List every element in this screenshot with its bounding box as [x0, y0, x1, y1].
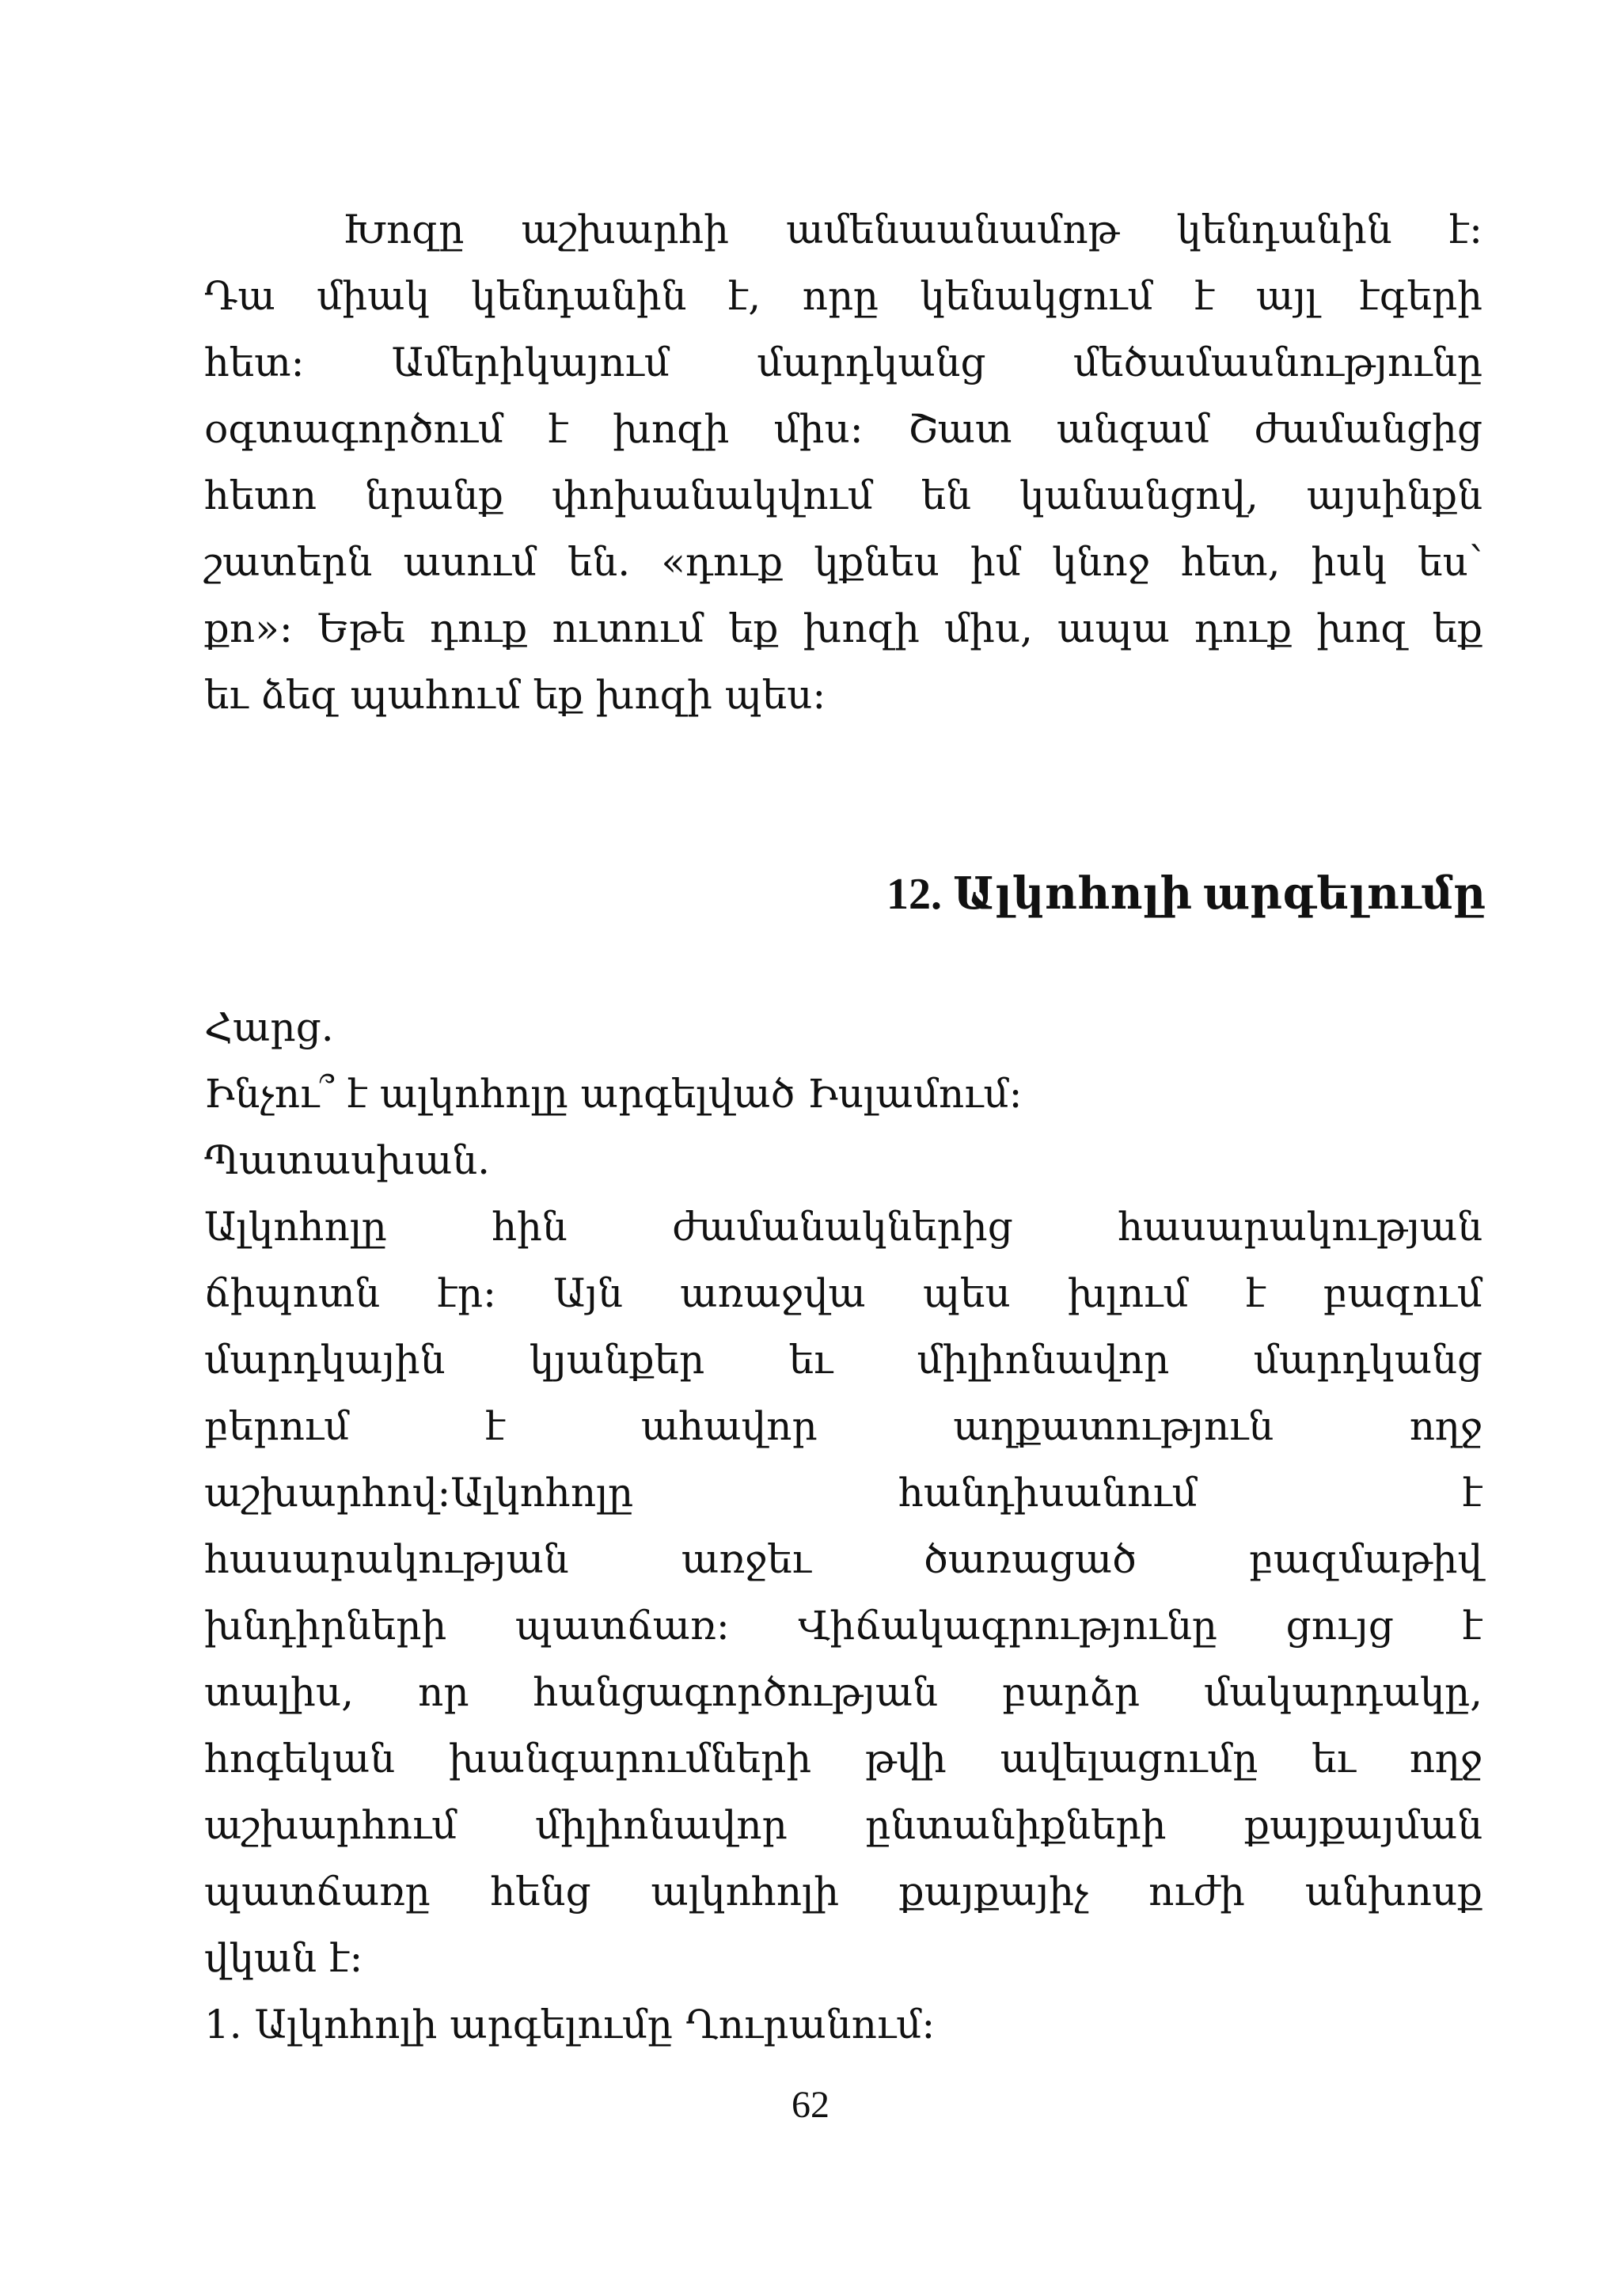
answer-line: աշխարհով:Ալկոհոլը հանդիսանում է — [204, 1470, 1482, 1516]
question-label: Հարց. — [204, 1004, 334, 1050]
question-text: Ինչու՞ է ալկոհոլը արգելված Իսլամում: — [204, 1071, 1023, 1117]
answer-label: Պատասխան. — [204, 1137, 491, 1183]
answer-line: հոգեկան խանգարումների թվի ավելացումը եւ ողջ — [204, 1736, 1482, 1782]
list-item: 1. Ալկոհոլի արգելումը Ղուրանում: — [204, 2002, 936, 2047]
paragraph-pig-text — [204, 196, 1482, 728]
paragraph-line: Դա միակ կենդանին է, որը կենակցում է այլ էգերի — [204, 273, 1482, 319]
answer-line: Ալկոհոլը հին ժամանակներից հասարակության — [204, 1204, 1482, 1250]
paragraph-line: օգտագործում է խոզի միս: Շատ անգամ ժամանցից — [204, 406, 1482, 452]
paragraph-line: շատերն ասում են. «դուք կքնես իմ կնոջ հետ, իսկ ես՝ — [204, 539, 1482, 585]
answer-line: պատճառը հենց ալկոհոլի քայքայիչ ուժի անխոսք — [204, 1869, 1482, 1915]
answer-line: վկան է: — [204, 1935, 363, 1981]
page-number: 62 — [792, 2084, 829, 2126]
answer-line: տալիս, որ հանցագործության բարձր մակարդակը, — [204, 1669, 1482, 1715]
paragraph-line: հետո նրանք փոխանակվում են կանանցով, այսինքն — [204, 472, 1482, 518]
paragraph-line: քո»: Եթե դուք ուտում եք խոզի միս, ապա դուք խոզ եք — [204, 605, 1482, 651]
answer-line: բերում է ահավոր աղքատություն ողջ — [204, 1403, 1482, 1449]
section-heading: 12. Ալկոհոլի արգելումը — [886, 870, 1486, 919]
answer-line: ճիպոտն էր: Այն առաջվա պես խլում է բազում — [204, 1270, 1482, 1316]
question-answer-block — [204, 994, 1482, 2058]
answer-line: մարդկային կյանքեր եւ միլիոնավոր մարդկանց — [204, 1337, 1482, 1383]
answer-line: աշխարհում միլիոնավոր ընտանիքների քայքայման — [204, 1802, 1482, 1848]
paragraph-line: Խոզը աշխարհի ամենաանամոթ կենդանին է: — [343, 207, 1482, 252]
answer-line: խնդիրների պատճառ: Վիճակագրությունը ցույց է — [204, 1603, 1482, 1649]
paragraph-line: եւ ձեզ պահում եք խոզի պես: — [204, 672, 826, 718]
answer-line: հասարակության առջեւ ծառացած բազմաթիվ — [204, 1536, 1482, 1582]
paragraph-line: հետ: Ամերիկայում մարդկանց մեծամասնությունը — [204, 340, 1482, 385]
